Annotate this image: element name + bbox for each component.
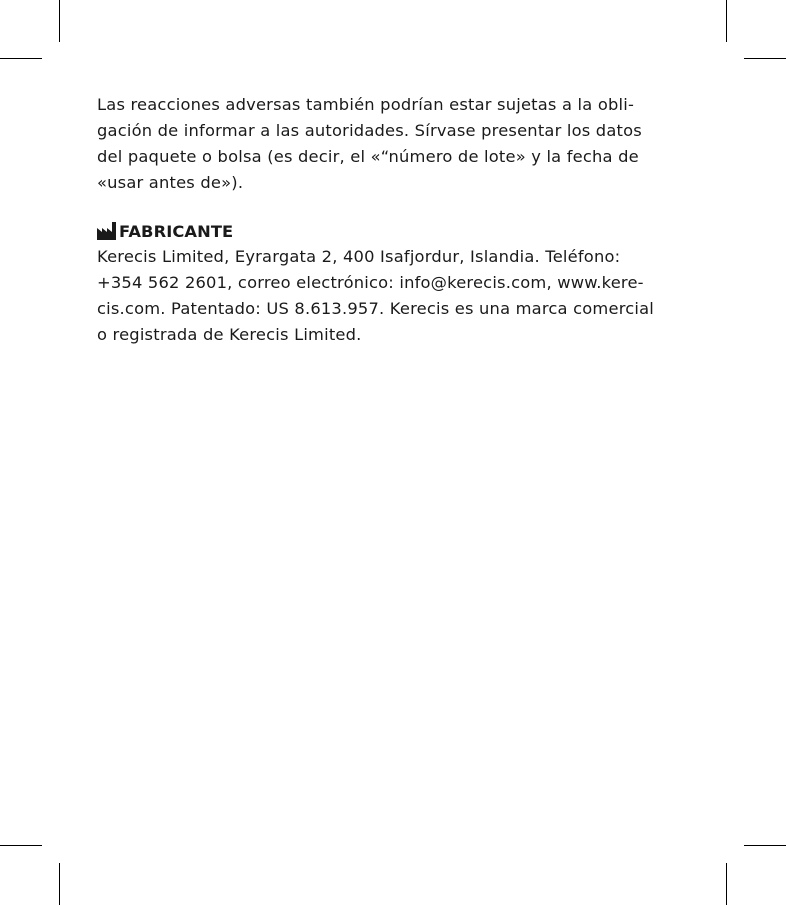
crop-mark-top-left-vertical bbox=[59, 0, 60, 42]
crop-mark-top-right-vertical bbox=[726, 0, 727, 42]
crop-mark-top-left-horizontal bbox=[0, 58, 42, 59]
adverse-reactions-paragraph bbox=[97, 92, 677, 196]
manufacturer-paragraph bbox=[97, 244, 677, 348]
crop-mark-bottom-left-horizontal bbox=[0, 845, 42, 846]
crop-mark-bottom-right-vertical bbox=[726, 863, 727, 905]
paragraph-line: o registrada de Kerecis Limited. bbox=[97, 325, 362, 344]
manufacturer-heading bbox=[97, 218, 677, 244]
paragraph-line: cis.com. Patentado: US 8.613.957. Kerecis es una marca comercial bbox=[97, 299, 655, 318]
crop-mark-bottom-left-vertical bbox=[59, 863, 60, 905]
paragraph-line: «usar antes de»). bbox=[97, 173, 244, 192]
paragraph-line: gación de informar a las autoridades. Sírvase presentar los datos bbox=[97, 121, 642, 140]
crop-mark-bottom-right-horizontal bbox=[744, 845, 786, 846]
crop-mark-top-right-horizontal bbox=[744, 58, 786, 59]
paragraph-line: del paquete o bolsa (es decir, el «“número de lote» y la fecha de bbox=[97, 147, 639, 166]
manufacturer-heading-title: FABRICANTE bbox=[119, 221, 234, 241]
paragraph-line: +354 562 2601, correo electrónico: info@kerecis.com, www.kere- bbox=[97, 273, 644, 292]
paragraph-line: Las reacciones adversas también podrían estar sujetas a la obli- bbox=[97, 95, 635, 114]
document-content bbox=[97, 92, 677, 348]
factory-icon bbox=[97, 222, 117, 240]
paragraph-line: Kerecis Limited, Eyrargata 2, 400 Isafjordur, Islandia. Teléfono: bbox=[97, 247, 621, 266]
